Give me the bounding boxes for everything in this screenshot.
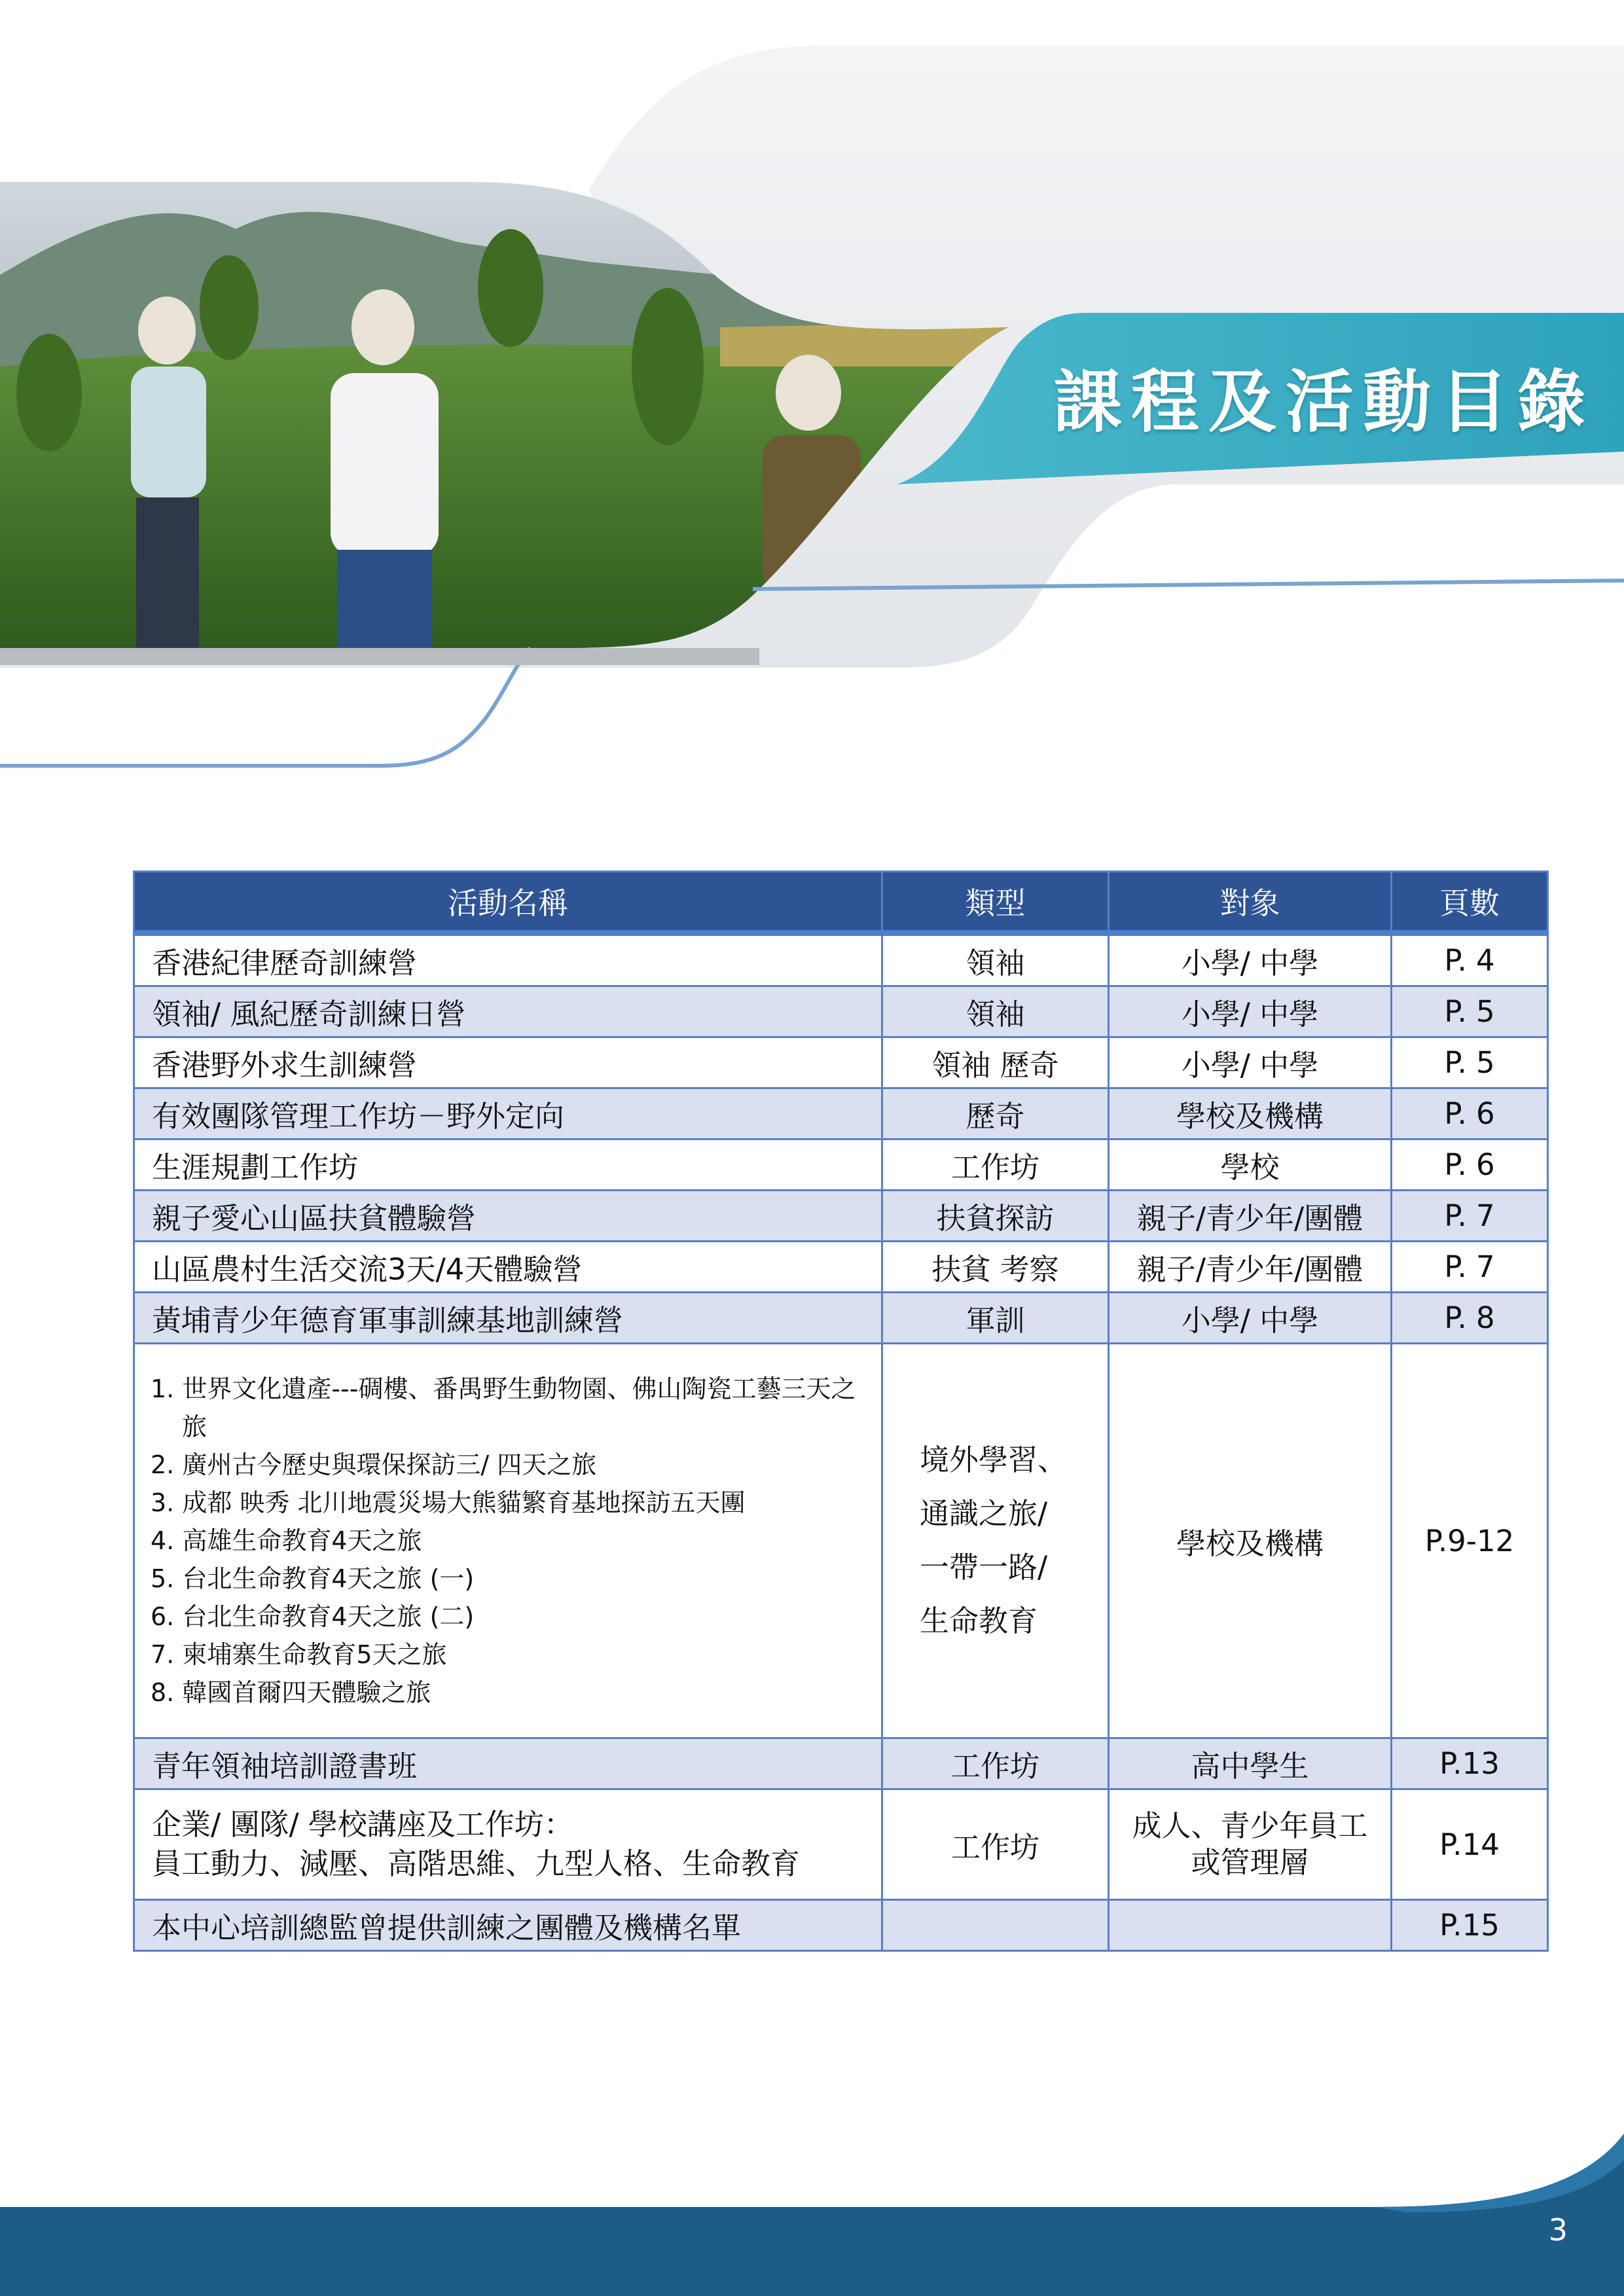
activity-name [134, 1789, 882, 1900]
activity-page: P. 7 [1392, 1191, 1548, 1242]
table-row [134, 1191, 1548, 1242]
activity-name-line: 企業/ 團隊/ 學校講座及工作坊： [152, 1807, 573, 1842]
activity-name: 本中心培訓總監曾提供訓練之團體及機構名單 [134, 1900, 882, 1951]
tour-type [882, 1344, 1109, 1738]
activity-target-line: 或管理層 [1191, 1845, 1309, 1880]
activity-target: 親子/青少年/團體 [1109, 1191, 1392, 1242]
tour-item: 2. 廣州古今歷史與環保探訪三/ 四天之旅 [151, 1450, 597, 1479]
page-number: 3 [1548, 2212, 1568, 2248]
column-header-page: 頁數 [1392, 872, 1548, 933]
activity-type: 工作坊 [882, 1789, 1109, 1900]
activity-page: P. 6 [1392, 1139, 1548, 1191]
activity-page: P. 4 [1392, 933, 1548, 986]
tour-item: 1. 世界文化遺產---碉樓、番禺野生動物園、佛山陶瓷工藝三天之旅 [151, 1374, 856, 1441]
activity-page: P. 5 [1392, 986, 1548, 1037]
tour-target: 學校及機構 [1109, 1344, 1392, 1738]
tour-list-cell [134, 1344, 882, 1738]
activity-name: 山區農村生活交流3天/4天體驗營 [134, 1242, 882, 1293]
activity-name: 領袖/ 風紀歷奇訓練日營 [134, 986, 882, 1037]
tour-item: 5. 台北生命教育4天之旅 (一) [151, 1564, 475, 1593]
activity-type: 領袖 [882, 933, 1109, 986]
activity-type: 扶貧 考察 [882, 1242, 1109, 1293]
activity-type: 領袖 歷奇 [882, 1037, 1109, 1088]
activity-page: P.15 [1392, 1900, 1548, 1951]
activity-type: 工作坊 [882, 1139, 1109, 1191]
column-header-type: 類型 [882, 872, 1109, 933]
table-row [134, 1242, 1548, 1293]
activity-target: 親子/青少年/團體 [1109, 1242, 1392, 1293]
column-header-name: 活動名稱 [134, 872, 882, 933]
activity-type: 軍訓 [882, 1293, 1109, 1344]
table-header-row [134, 872, 1548, 933]
activity-name: 香港野外求生訓練營 [134, 1037, 882, 1088]
table-row [134, 1900, 1548, 1951]
page-title: 課程及活動目錄 [1054, 362, 1595, 442]
table-row [134, 1139, 1548, 1191]
activity-name: 香港紀律歷奇訓練營 [134, 933, 882, 986]
activity-target: 小學/ 中學 [1109, 1293, 1392, 1344]
activity-name: 黃埔青少年德育軍事訓練基地訓練營 [134, 1293, 882, 1344]
activity-target: 小學/ 中學 [1109, 1037, 1392, 1088]
tour-list [135, 1349, 881, 1732]
activity-page: P. 5 [1392, 1037, 1548, 1088]
table-row [134, 1037, 1548, 1088]
tour-item: 6. 台北生命教育4天之旅 (二) [151, 1602, 475, 1631]
table-row [134, 1293, 1548, 1344]
tour-type-line: 一帶一路/ [920, 1550, 1048, 1585]
activity-target: 小學/ 中學 [1109, 933, 1392, 986]
activity-catalog-table [133, 870, 1549, 1952]
tour-page: P.9-12 [1392, 1344, 1548, 1738]
activity-target: 小學/ 中學 [1109, 986, 1392, 1037]
activity-target: 高中學生 [1109, 1738, 1392, 1789]
table-row [134, 1738, 1548, 1789]
activity-target: 學校及機構 [1109, 1088, 1392, 1139]
activity-page: P. 7 [1392, 1242, 1548, 1293]
footer-band [0, 2134, 1624, 2296]
activity-type: 歷奇 [882, 1088, 1109, 1139]
activity-type: 扶貧探訪 [882, 1191, 1109, 1242]
activity-target [1109, 1900, 1392, 1951]
activity-type [882, 1900, 1109, 1951]
table-row [134, 933, 1548, 986]
table-row [134, 986, 1548, 1037]
activity-type: 工作坊 [882, 1738, 1109, 1789]
table-row [134, 1789, 1548, 1900]
tour-type-line: 通識之旅/ [920, 1496, 1048, 1531]
activity-name: 親子愛心山區扶貧體驗營 [134, 1191, 882, 1242]
activity-type: 領袖 [882, 986, 1109, 1037]
activity-page: P.14 [1392, 1789, 1548, 1900]
tour-type-line: 生命教育 [920, 1604, 1038, 1638]
activity-page: P. 6 [1392, 1088, 1548, 1139]
column-header-target: 對象 [1109, 872, 1392, 933]
activity-page: P. 8 [1392, 1293, 1548, 1344]
activity-page: P.13 [1392, 1738, 1548, 1789]
tour-item: 4. 高雄生命教育4天之旅 [151, 1526, 422, 1555]
table-row [134, 1088, 1548, 1139]
activity-name-line: 員工動力、減壓、高階思維、九型人格、生命教育 [152, 1846, 801, 1881]
tour-type-line: 境外學習、 [920, 1443, 1068, 1477]
tour-item: 8. 韓國首爾四天體驗之旅 [151, 1678, 431, 1707]
activity-target: 學校 [1109, 1139, 1392, 1191]
tour-item: 7. 柬埔寨生命教育5天之旅 [151, 1640, 447, 1669]
activity-name: 生涯規劃工作坊 [134, 1139, 882, 1191]
activity-name: 有效團隊管理工作坊－野外定向 [134, 1088, 882, 1139]
activity-name: 青年領袖培訓證書班 [134, 1738, 882, 1789]
table-row-tours [134, 1344, 1548, 1738]
activity-target [1109, 1789, 1392, 1900]
activity-target-line: 成人、青少年員工 [1132, 1808, 1368, 1843]
tour-item: 3. 成都 映秀 北川地震災場大熊貓繁育基地探訪五天團 [151, 1488, 746, 1517]
